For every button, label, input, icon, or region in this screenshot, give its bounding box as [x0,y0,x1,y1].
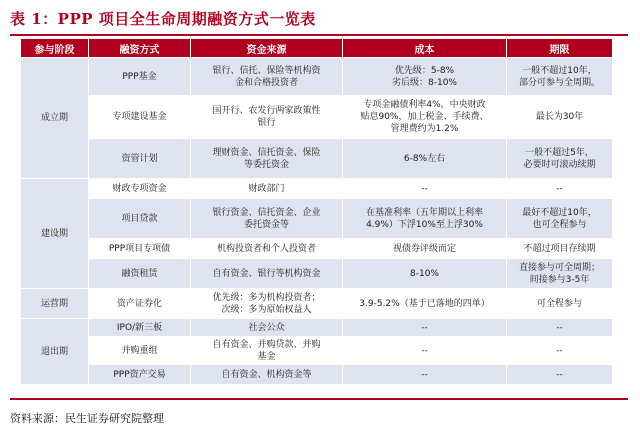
cost-cell: 在基准利率（五年期以上利率 4.9%）下浮10%至上浮30% [343,199,507,239]
cost-cell: -- [343,365,507,385]
stage-cell: 成立期 [21,58,89,179]
method-cell: PPP资产交易 [89,365,191,385]
method-cell: 资管计划 [89,139,191,179]
table-row [21,199,613,239]
term-cell: -- [507,179,613,199]
source-cell: 自有资金、银行等机构资金 [191,259,343,289]
table-row [21,179,613,199]
financing-table [20,38,613,385]
source-note: 资料来源：民生证券研究院整理 [10,412,164,425]
cost-cell: -- [343,337,507,365]
source-cell: 国开行、农发行两家政策性 银行 [191,96,343,139]
term-cell: 可全程参与 [507,289,613,319]
method-cell: PPP基金 [89,58,191,96]
table-row [21,337,613,365]
term-cell: 最长为30年 [507,96,613,139]
cost-cell: -- [343,319,507,337]
cost-cell: 视债券评级而定 [343,239,507,259]
source-cell: 自有资金、并购贷款、并购 基金 [191,337,343,365]
method-cell: 并购重组 [89,337,191,365]
cost-cell: 专项金融债利率4%，中央财政 贴息90%，加上税金、手续费、 管理费约为1.2% [343,96,507,139]
table-title: 表 1：PPP 项目全生命周期融资方式一览表 [10,10,316,28]
term-cell: -- [507,365,613,385]
cost-cell: 优先级：5-8% 劣后级：8-10% [343,58,507,96]
table-row [21,96,613,139]
method-cell: 资产证券化 [89,289,191,319]
header-term: 期限 [507,39,613,58]
table-row [21,58,613,96]
table-row [21,289,613,319]
method-cell: 财政专项资金 [89,179,191,199]
stage-cell: 建设期 [21,179,89,289]
header-source: 资金来源 [191,39,343,58]
header-stage: 参与阶段 [21,39,89,58]
table-row [21,365,613,385]
source-cell: 财政部门 [191,179,343,199]
method-cell: 专项建设基金 [89,96,191,139]
term-cell: -- [507,319,613,337]
method-cell: PPP项目专项债 [89,239,191,259]
term-cell: 最好不超过10年， 也可全程参与 [507,199,613,239]
term-cell: 一般不超过10年， 部分可参与全周期。 [507,58,613,96]
source-cell: 银行资金、信托资金、企业 委托资金等 [191,199,343,239]
source-cell: 社会公众 [191,319,343,337]
term-cell: 直接参与可全周期； 间接参与3-5年 [507,259,613,289]
source-cell: 机构投资者和个人投资者 [191,239,343,259]
table-row [21,259,613,289]
table-row [21,239,613,259]
method-cell: 融资租赁 [89,259,191,289]
source-cell: 优先级：多为机构投资者； 次级：多为原始权益人 [191,289,343,319]
cost-cell: -- [343,179,507,199]
method-cell: 项目贷款 [89,199,191,239]
header-cost: 成本 [343,39,507,58]
table-row [21,319,613,337]
source-cell: 银行、信托、保险等机构资 金和合格投资者 [191,58,343,96]
header-method: 融资方式 [89,39,191,58]
term-cell: -- [507,337,613,365]
source-cell: 自有资金、机构资金等 [191,365,343,385]
source-cell: 理财资金、信托资金、保险 等委托资金 [191,139,343,179]
bottom-rule [10,398,628,400]
stage-cell: 运营期 [21,289,89,319]
method-cell: IPO/新三板 [89,319,191,337]
cost-cell: 6-8%左右 [343,139,507,179]
top-rule [10,34,628,36]
cost-cell: 3.9-5.2%（基于已落地的四单） [343,289,507,319]
stage-cell: 退出期 [21,319,89,385]
term-cell: 不超过项目存续期 [507,239,613,259]
header-row [21,39,613,58]
cost-cell: 8-10% [343,259,507,289]
table-row [21,139,613,179]
term-cell: 一般不超过5年， 必要时可滚动续期 [507,139,613,179]
